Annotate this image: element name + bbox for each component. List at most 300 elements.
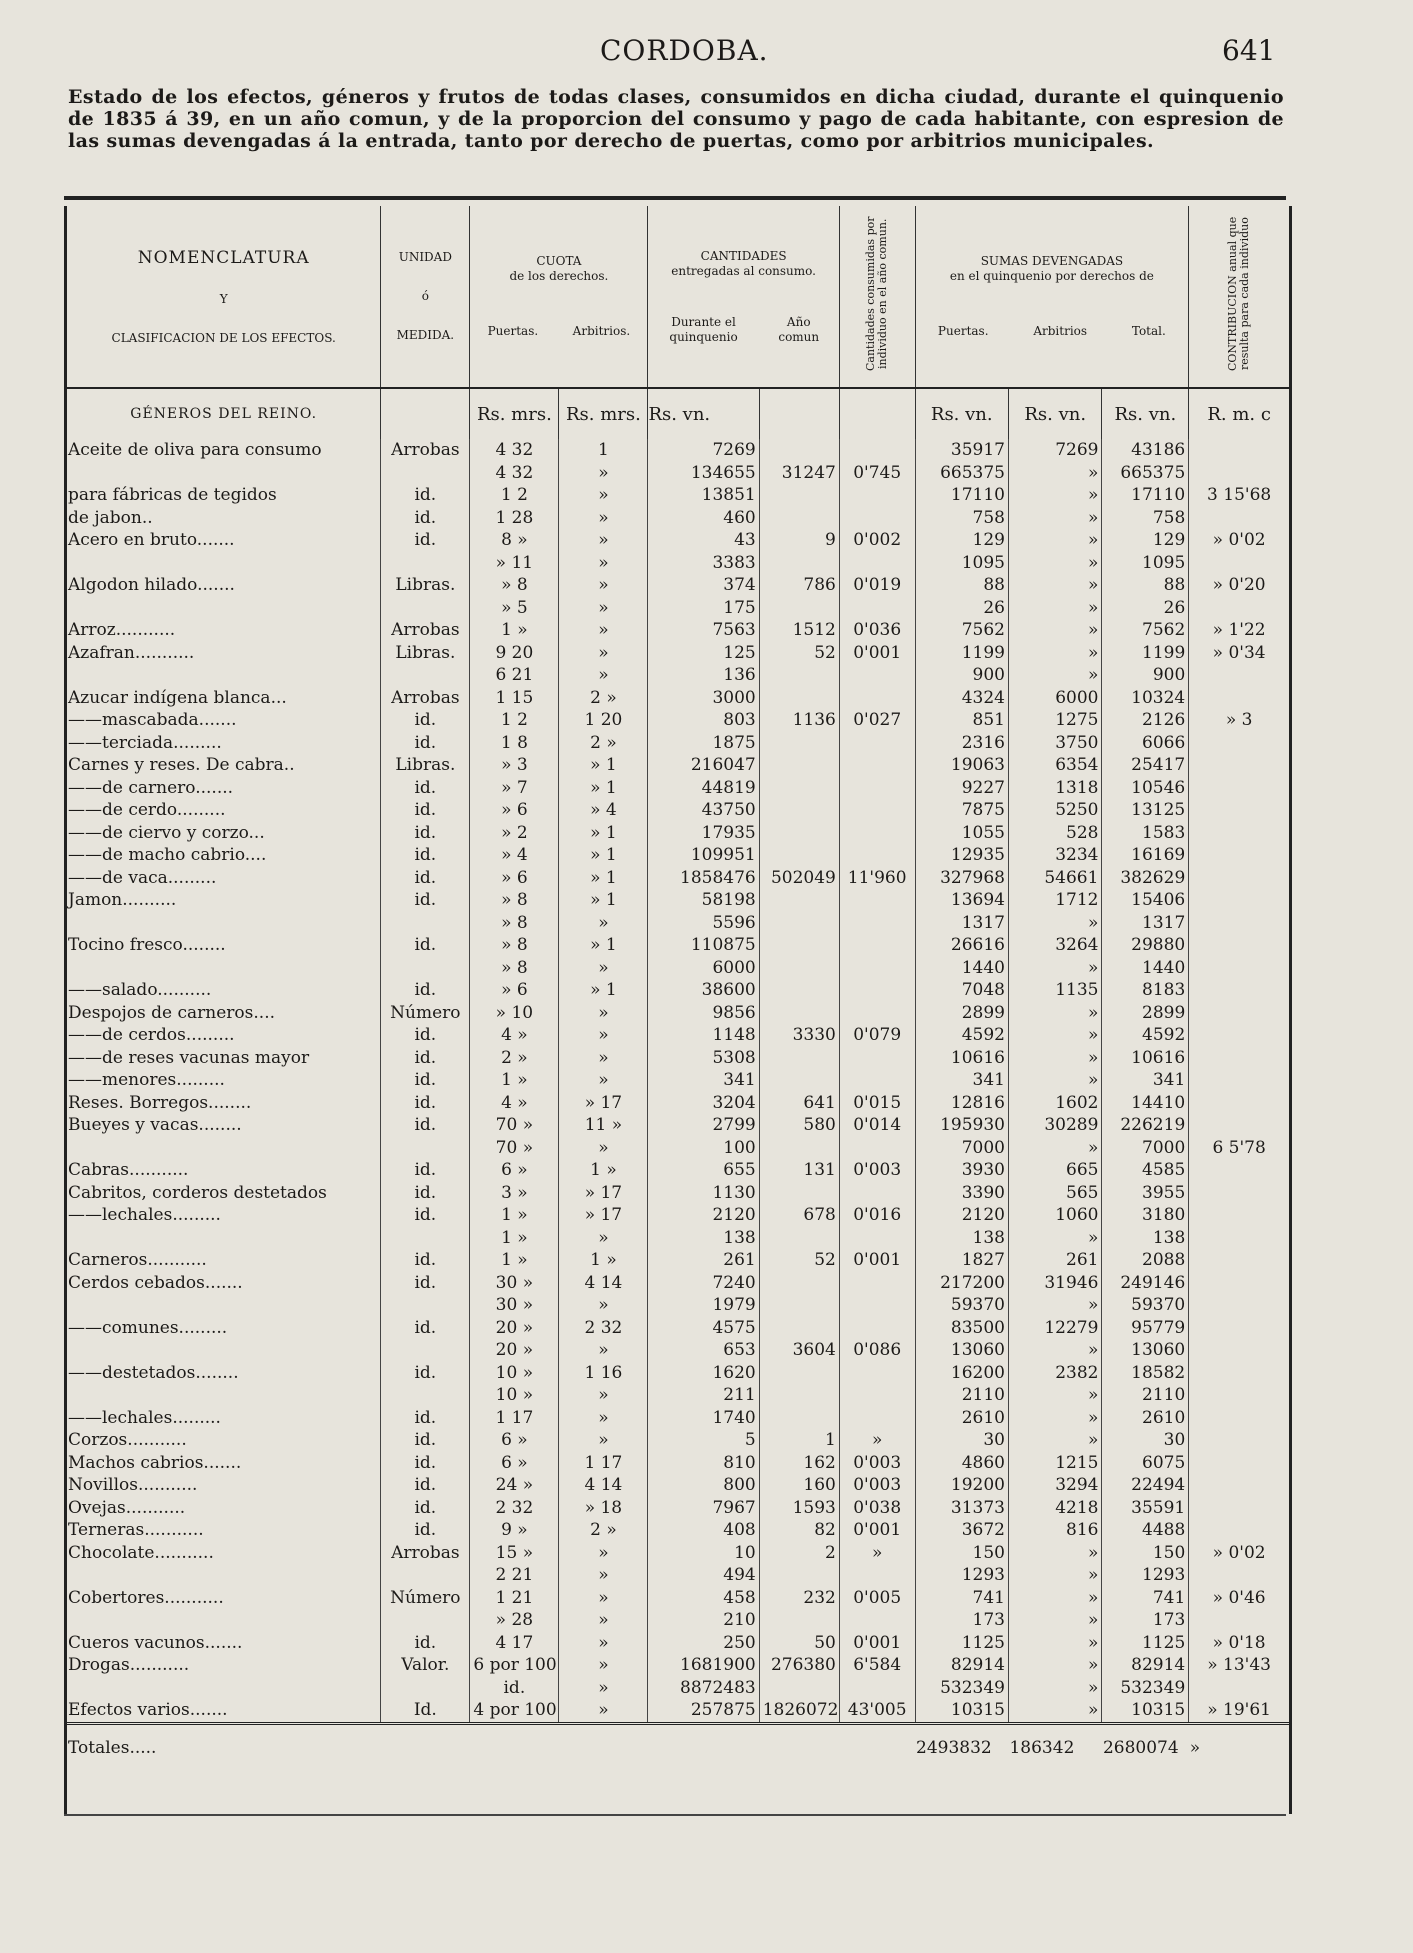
cell-cuota-arbitrios: 1 16	[559, 1362, 648, 1385]
cell-cantidad-ano	[759, 1227, 839, 1250]
cell-contribucion	[1189, 1227, 1289, 1250]
table-row	[67, 1362, 1289, 1385]
cell-contribucion: » 1'22	[1212, 620, 1266, 640]
units-sumas-puertas: Rs. vn.	[915, 388, 1008, 439]
cell-suma-puertas: 7875	[915, 799, 1008, 822]
cell-item: Cabras...........	[67, 1159, 381, 1182]
cell-per-capita	[839, 1362, 915, 1385]
cell-suma-puertas: 9227	[915, 777, 1008, 800]
cell-suma-arbitrios: »	[1008, 1429, 1101, 1452]
cell-cantidad-ano	[759, 1609, 839, 1632]
cell-suma-total: 10616	[1102, 1047, 1189, 1070]
cell-contribucion	[1189, 1002, 1289, 1025]
header-cantidades-sub: entregadas al consumo.	[671, 263, 816, 278]
cell-cantidad-ano: 52	[759, 1249, 839, 1272]
cell-cuota-arbitrios: » 1	[559, 777, 648, 800]
cell-cuota-arbitrios: »	[559, 1609, 648, 1632]
cell-cantidad-quinquenio: 4575	[648, 1317, 759, 1340]
table-row	[67, 1317, 1289, 1340]
cell-cuota-arbitrios: »	[559, 1542, 648, 1565]
cell-cantidad-ano	[759, 1069, 839, 1092]
cell-cantidad-ano	[759, 1407, 839, 1430]
cell-suma-arbitrios: 6000	[1008, 687, 1101, 710]
cell-item: ——de carnero.......	[67, 777, 381, 800]
table-caption: Estado de los efectos, géneros y frutos de todas clases, consumidos en dicha ciudad, durante el quinquenio de 1835 á 39, en un año comun, y de la proporcion del consumo y pago de cada habitante, con espresion de las sumas devengadas á la entrada, tanto por derecho de puertas, como por arbitrios municipales.	[68, 86, 1284, 152]
cell-cuota-arbitrios: »	[559, 957, 648, 980]
cell-item	[67, 1564, 381, 1587]
cell-item: ——lechales.........	[67, 1204, 381, 1227]
cell-unit: id.	[381, 484, 470, 507]
table-row	[67, 1564, 1289, 1587]
cell-per-capita	[839, 1294, 915, 1317]
table-row	[67, 597, 1289, 620]
cell-suma-puertas: 195930	[915, 1114, 1008, 1137]
cell-suma-total: 2126	[1102, 709, 1189, 732]
cell-suma-puertas: 17110	[915, 484, 1008, 507]
cell-cantidad-quinquenio: 8872483	[648, 1677, 759, 1700]
table-row	[67, 1002, 1289, 1025]
table-row	[67, 642, 1289, 665]
cell-suma-puertas: 3390	[915, 1182, 1008, 1205]
cell-cuota-arbitrios: » 4	[559, 799, 648, 822]
cell-cantidad-ano	[759, 957, 839, 980]
cell-per-capita: 0'079	[839, 1024, 915, 1047]
cell-suma-arbitrios: 3294	[1008, 1474, 1101, 1497]
cell-contribucion	[1189, 1384, 1289, 1407]
cell-suma-total: 900	[1102, 664, 1189, 687]
cell-suma-arbitrios: 1060	[1008, 1204, 1101, 1227]
bottom-rule	[64, 1814, 1286, 1816]
cell-unit: Libras.	[381, 754, 470, 777]
cell-contribucion	[1189, 1204, 1289, 1227]
cell-cuota-arbitrios: 4 14	[559, 1272, 648, 1295]
cell-per-capita	[839, 934, 915, 957]
cell-item: Novillos...........	[67, 1474, 381, 1497]
cell-item	[67, 1677, 381, 1700]
cell-suma-total: 95779	[1102, 1317, 1189, 1340]
table-row	[67, 979, 1289, 1002]
cell-cuota-arbitrios: » 17	[559, 1182, 648, 1205]
totals-row	[67, 1723, 1289, 1771]
cell-unit: id.	[381, 979, 470, 1002]
cell-suma-total: 1583	[1102, 822, 1189, 845]
cell-per-capita	[839, 777, 915, 800]
cell-unit: id.	[381, 889, 470, 912]
cell-cuota-puertas: 1 28	[470, 507, 559, 530]
cell-cuota-arbitrios: »	[559, 507, 648, 530]
cell-per-capita	[839, 439, 915, 462]
cell-item: ——de cerdos.........	[67, 1024, 381, 1047]
cell-suma-arbitrios: »	[1008, 1024, 1101, 1047]
cell-cantidad-ano: 1512	[759, 619, 839, 642]
cell-per-capita: 0'001	[839, 1632, 915, 1655]
cell-item: Machos cabrios.......	[67, 1452, 381, 1475]
cell-suma-total: 758	[1102, 507, 1189, 530]
header-sumas-title: SUMAS DEVENGADAS	[980, 254, 1124, 268]
cell-suma-total: 10315	[1102, 1699, 1189, 1723]
cell-contribucion	[1189, 1024, 1289, 1047]
cell-cantidad-quinquenio: 7240	[648, 1272, 759, 1295]
cell-cuota-puertas: 30 »	[470, 1294, 559, 1317]
cell-cuota-arbitrios: » 1	[559, 889, 648, 912]
cell-item: ——menores.........	[67, 1069, 381, 1092]
cell-suma-total: 88	[1102, 574, 1189, 597]
cell-suma-total: 26	[1102, 597, 1189, 620]
cell-suma-total: 4585	[1102, 1159, 1189, 1182]
cell-cantidad-quinquenio: 7269	[648, 439, 759, 462]
cell-cantidad-ano	[759, 889, 839, 912]
cell-cuota-arbitrios: »	[559, 1654, 648, 1677]
header-cuota-sub: de los derechos.	[509, 269, 609, 283]
table-row	[67, 1654, 1289, 1677]
cell-suma-total: 3180	[1102, 1204, 1189, 1227]
cell-item	[67, 912, 381, 935]
cell-cantidad-ano: 786	[759, 574, 839, 597]
header-sumas-total: Total.	[1131, 324, 1166, 338]
cell-suma-total: 1293	[1102, 1564, 1189, 1587]
cell-per-capita: 0'027	[839, 709, 915, 732]
cell-contribucion	[1189, 552, 1289, 575]
cell-cantidad-quinquenio: 44819	[648, 777, 759, 800]
cell-cuota-arbitrios: » 1	[559, 934, 648, 957]
cell-suma-total: 25417	[1102, 754, 1189, 777]
table-row	[67, 799, 1289, 822]
table-row	[67, 709, 1289, 732]
cell-per-capita	[839, 912, 915, 935]
cell-cantidad-quinquenio: 5	[648, 1429, 759, 1452]
cell-suma-arbitrios: 1135	[1008, 979, 1101, 1002]
cell-cuota-puertas: 1 2	[470, 484, 559, 507]
cell-suma-total: 532349	[1102, 1677, 1189, 1700]
cell-suma-arbitrios: 665	[1008, 1159, 1101, 1182]
cell-contribucion	[1189, 1182, 1289, 1205]
cell-unit: id.	[381, 1632, 470, 1655]
cell-cuota-puertas: 3 »	[470, 1182, 559, 1205]
table-row	[67, 912, 1289, 935]
cell-item: ——comunes.........	[67, 1317, 381, 1340]
cell-cuota-puertas: 4 32	[470, 439, 559, 462]
table-row	[67, 934, 1289, 957]
table-row	[67, 1609, 1289, 1632]
cell-cuota-puertas: 10 »	[470, 1384, 559, 1407]
cell-contribucion: » 0'02	[1212, 530, 1266, 550]
cell-suma-total: 6066	[1102, 732, 1189, 755]
cell-suma-puertas: 7000	[915, 1137, 1008, 1160]
cell-item	[67, 462, 381, 485]
cell-cuota-arbitrios: »	[559, 1002, 648, 1025]
cell-per-capita: 0'003	[839, 1474, 915, 1497]
cell-per-capita: 0'019	[839, 574, 915, 597]
cell-unit: id.	[381, 507, 470, 530]
cell-suma-total: 173	[1102, 1609, 1189, 1632]
cell-unit: Arrobas	[381, 687, 470, 710]
top-rule	[64, 196, 1286, 200]
cell-suma-total: 741	[1102, 1587, 1189, 1610]
cell-contribucion	[1189, 597, 1289, 620]
cell-cuota-puertas: 6 »	[470, 1452, 559, 1475]
cell-cuota-arbitrios: »	[559, 484, 648, 507]
totals-blank	[839, 1723, 915, 1771]
cell-cuota-arbitrios: 2 »	[559, 1519, 648, 1542]
header-per-capita	[839, 206, 915, 388]
consumption-table-frame	[64, 206, 1292, 1814]
cell-per-capita: 0'003	[839, 1452, 915, 1475]
cell-suma-total: 1095	[1102, 552, 1189, 575]
cell-contribucion	[1189, 979, 1289, 1002]
cell-cuota-puertas: 1 »	[470, 619, 559, 642]
cell-per-capita	[839, 552, 915, 575]
header-ano-comun: Año comun	[778, 314, 820, 344]
cell-suma-puertas: 138	[915, 1227, 1008, 1250]
cell-cantidad-ano	[759, 844, 839, 867]
cell-suma-puertas: 26616	[915, 934, 1008, 957]
cell-contribucion	[1189, 1609, 1289, 1632]
table-row	[67, 1474, 1289, 1497]
cell-unit: id.	[381, 777, 470, 800]
cell-unit: Arrobas	[381, 619, 470, 642]
cell-contribucion	[1189, 687, 1289, 710]
cell-unit: id.	[381, 1182, 470, 1205]
table-row	[67, 822, 1289, 845]
cell-per-capita	[839, 1407, 915, 1430]
cell-cantidad-ano	[759, 799, 839, 822]
cell-cantidad-quinquenio: 1858476	[648, 867, 759, 890]
table-row	[67, 867, 1289, 890]
cell-unit: id.	[381, 1249, 470, 1272]
cell-contribucion	[1189, 1407, 1289, 1430]
cell-cantidad-quinquenio: 653	[648, 1339, 759, 1362]
cell-suma-total: 43186	[1102, 439, 1189, 462]
cell-contribucion: » 19'61	[1207, 1700, 1271, 1720]
cell-per-capita	[839, 754, 915, 777]
cell-cantidad-quinquenio: 3000	[648, 687, 759, 710]
table-row	[67, 462, 1289, 485]
header-row	[67, 206, 1289, 388]
cell-item	[67, 1609, 381, 1632]
cell-suma-arbitrios: 261	[1008, 1249, 1101, 1272]
cell-cuota-puertas: » 4	[470, 844, 559, 867]
cell-cantidad-ano	[759, 732, 839, 755]
table-row	[67, 1137, 1289, 1160]
cell-cantidad-quinquenio: 1875	[648, 732, 759, 755]
cell-cuota-puertas: » 2	[470, 822, 559, 845]
cell-suma-arbitrios: 1215	[1008, 1452, 1101, 1475]
cell-per-capita: 0'003	[839, 1159, 915, 1182]
cell-item: Azafran...........	[67, 642, 381, 665]
cell-contribucion: » 0'02	[1212, 1542, 1266, 1563]
cell-contribucion	[1189, 1294, 1289, 1317]
totals-blank	[559, 1723, 648, 1771]
cell-item: Azucar indígena blanca...	[67, 687, 381, 710]
cell-suma-arbitrios: 528	[1008, 822, 1101, 845]
cell-suma-arbitrios: »	[1008, 912, 1101, 935]
section-generos-del-reino: GÉNEROS DEL REINO.	[67, 388, 381, 439]
cell-unit: Número	[381, 1587, 470, 1610]
cell-suma-arbitrios: 3750	[1008, 732, 1101, 755]
table-row	[67, 1632, 1289, 1655]
table-row	[67, 732, 1289, 755]
totals-total: 2680074	[1102, 1723, 1189, 1771]
cell-contribucion	[1189, 1452, 1289, 1475]
cell-suma-total: 7000	[1102, 1137, 1189, 1160]
cell-item: Drogas...........	[67, 1654, 381, 1677]
cell-suma-puertas: 59370	[915, 1294, 1008, 1317]
cell-item: ——lechales.........	[67, 1407, 381, 1430]
cell-cantidad-ano	[759, 1047, 839, 1070]
cell-contribucion	[1189, 1114, 1289, 1137]
table-row	[67, 1204, 1289, 1227]
cell-cuota-puertas: 4 por 100	[470, 1699, 559, 1723]
table-row	[67, 1272, 1289, 1295]
cell-suma-total: 29880	[1102, 934, 1189, 957]
cell-cantidad-quinquenio: 17935	[648, 822, 759, 845]
cell-suma-arbitrios: 30289	[1008, 1114, 1101, 1137]
cell-unit	[381, 597, 470, 620]
cell-cuota-puertas: 2 32	[470, 1497, 559, 1520]
header-contribucion-text: CONTRIBUCION anual que resulta para cada individuo	[1226, 216, 1252, 372]
cell-suma-arbitrios: »	[1008, 1407, 1101, 1430]
cell-per-capita: 0'745	[839, 462, 915, 485]
cell-cantidad-quinquenio: 803	[648, 709, 759, 732]
cell-cantidad-ano: 232	[759, 1587, 839, 1610]
cell-cantidad-ano	[759, 1384, 839, 1407]
header-cuota	[470, 206, 648, 388]
cell-suma-puertas: 2899	[915, 1002, 1008, 1025]
cell-suma-total: 665375	[1102, 462, 1189, 485]
cell-suma-puertas: 16200	[915, 1362, 1008, 1385]
header-cuota-puertas: Puertas.	[487, 324, 539, 338]
cell-suma-arbitrios: »	[1008, 1677, 1101, 1700]
cell-suma-total: 150	[1102, 1542, 1189, 1565]
cell-unit: id.	[381, 1114, 470, 1137]
cell-suma-puertas: 217200	[915, 1272, 1008, 1295]
cell-unit: id.	[381, 732, 470, 755]
units-puertas: Rs. mrs.	[470, 388, 559, 439]
table-row	[67, 552, 1289, 575]
cell-unit: id.	[381, 1047, 470, 1070]
cell-cuota-arbitrios: » 1	[559, 867, 648, 890]
cell-unit	[381, 912, 470, 935]
cell-contribucion	[1189, 844, 1289, 867]
cell-suma-total: 1317	[1102, 912, 1189, 935]
cell-suma-puertas: 851	[915, 709, 1008, 732]
cell-item	[67, 957, 381, 980]
cell-unit: Arrobas	[381, 1542, 470, 1565]
cell-cantidad-quinquenio: 134655	[648, 462, 759, 485]
cell-cuota-puertas: 1 15	[470, 687, 559, 710]
cell-cantidad-quinquenio: 458	[648, 1587, 759, 1610]
cell-suma-arbitrios: 565	[1008, 1182, 1101, 1205]
table-row	[67, 1182, 1289, 1205]
cell-suma-arbitrios: 1318	[1008, 777, 1101, 800]
cell-cuota-arbitrios: » 1	[559, 844, 648, 867]
cell-suma-puertas: 532349	[915, 1677, 1008, 1700]
cell-suma-arbitrios: 1712	[1008, 889, 1101, 912]
table-row	[67, 844, 1289, 867]
cell-suma-puertas: 327968	[915, 867, 1008, 890]
cell-per-capita	[839, 1564, 915, 1587]
cell-cantidad-ano: 3604	[759, 1339, 839, 1362]
cell-unit	[381, 1564, 470, 1587]
cell-contribucion	[1189, 1429, 1289, 1452]
cell-suma-total: 30	[1102, 1429, 1189, 1452]
cell-cuota-puertas: 30 »	[470, 1272, 559, 1295]
cell-suma-total: 16169	[1102, 844, 1189, 867]
cell-cuota-puertas: » 7	[470, 777, 559, 800]
cell-cantidad-ano	[759, 1564, 839, 1587]
cell-cantidad-quinquenio: 38600	[648, 979, 759, 1002]
running-head	[0, 28, 1413, 78]
cell-cuota-arbitrios: »	[559, 1024, 648, 1047]
cell-suma-total: 82914	[1102, 1654, 1189, 1677]
cell-per-capita: 0'001	[839, 1249, 915, 1272]
cell-suma-total: 10324	[1102, 687, 1189, 710]
cell-contribucion	[1189, 1159, 1289, 1182]
cell-cantidad-ano	[759, 777, 839, 800]
cell-cantidad-ano	[759, 1137, 839, 1160]
cell-cantidad-quinquenio: 7563	[648, 619, 759, 642]
cell-unit: id.	[381, 1092, 470, 1115]
cell-unit: id.	[381, 1497, 470, 1520]
cell-suma-total: 138	[1102, 1227, 1189, 1250]
cell-unit: Arrobas	[381, 439, 470, 462]
cell-contribucion: 3 15'68	[1207, 485, 1272, 505]
cell-suma-total: 4592	[1102, 1024, 1189, 1047]
cell-unit: id.	[381, 1204, 470, 1227]
table-row	[67, 574, 1289, 597]
cell-unit: id.	[381, 1069, 470, 1092]
cell-cuota-arbitrios: » 1	[559, 754, 648, 777]
cell-unit	[381, 1227, 470, 1250]
cell-suma-puertas: 1827	[915, 1249, 1008, 1272]
table-row	[67, 1227, 1289, 1250]
cell-cantidad-ano: 1	[759, 1429, 839, 1452]
cell-suma-puertas: 129	[915, 529, 1008, 552]
table-row	[67, 1249, 1289, 1272]
cell-suma-arbitrios: »	[1008, 1564, 1101, 1587]
cell-cantidad-ano: 678	[759, 1204, 839, 1227]
header-clasificacion: CLASIFICACION DE LOS EFECTOS.	[111, 330, 336, 345]
cell-per-capita: 0'014	[839, 1114, 915, 1137]
cell-unit: Número	[381, 1002, 470, 1025]
cell-suma-puertas: 1317	[915, 912, 1008, 935]
cell-suma-arbitrios: 3264	[1008, 934, 1101, 957]
cell-unit	[381, 1294, 470, 1317]
cell-suma-total: 2899	[1102, 1002, 1189, 1025]
cell-suma-arbitrios: 6354	[1008, 754, 1101, 777]
cell-cantidad-ano: 1593	[759, 1497, 839, 1520]
cell-cantidad-quinquenio: 175	[648, 597, 759, 620]
consumption-table	[67, 206, 1289, 1771]
cell-cantidad-ano: 1826072	[759, 1699, 839, 1723]
cell-suma-puertas: 12816	[915, 1092, 1008, 1115]
cell-contribucion: » 0'34	[1212, 642, 1266, 663]
cell-cantidad-quinquenio: 210	[648, 1609, 759, 1632]
cell-suma-total: 17110	[1102, 484, 1189, 507]
cell-item: Aceite de oliva para consumo	[67, 439, 381, 462]
cell-suma-total: 1440	[1102, 957, 1189, 980]
cell-unit: Valor.	[381, 1654, 470, 1677]
cell-cuota-puertas: 1 »	[470, 1204, 559, 1227]
cell-contribucion	[1189, 799, 1289, 822]
cell-cantidad-ano: 52	[759, 642, 839, 665]
cell-cuota-puertas: 9 20	[470, 642, 559, 665]
cell-cantidad-ano	[759, 597, 839, 620]
cell-cuota-arbitrios: » 1	[559, 979, 648, 1002]
cell-cantidad-quinquenio: 2120	[648, 1204, 759, 1227]
cell-suma-arbitrios: »	[1008, 619, 1101, 642]
cell-item: Despojos de carneros....	[67, 1002, 381, 1025]
